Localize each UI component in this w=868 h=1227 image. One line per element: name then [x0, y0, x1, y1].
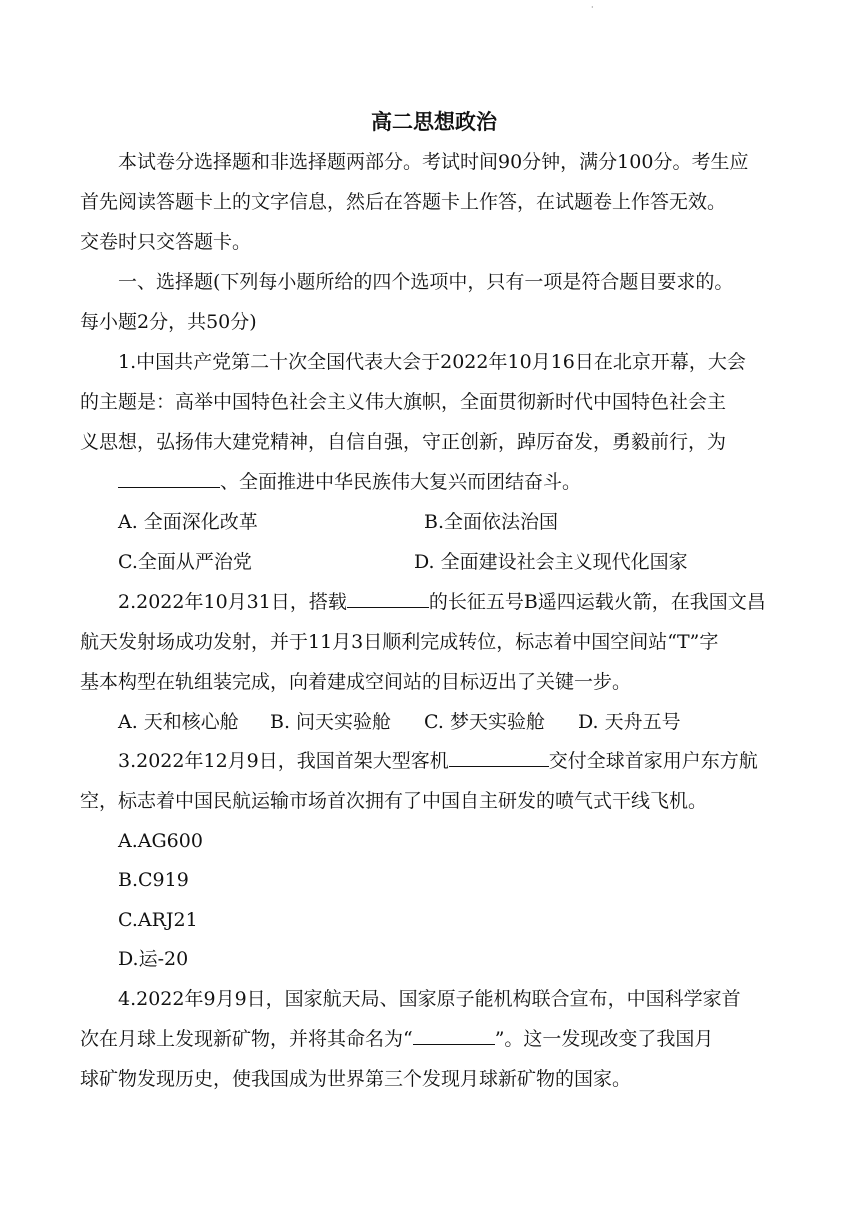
q1-option-c: C.全面从严治党 [118, 551, 252, 573]
section-heading-line-1: 一、选择题(下列每小题所给的四个选项中，只有一项是符合题目要求的。 [118, 271, 734, 293]
q4-line-2-after: ”。这一发现改变了我国月 [494, 1028, 714, 1050]
q1-option-d: D. 全面建设社会主义现代化国家 [414, 551, 688, 573]
q3-option-b: B.C919 [118, 869, 189, 891]
q3-line-1 [118, 747, 758, 775]
page-title: 高二思想政治 [371, 110, 497, 134]
q2-option-d: D. 天舟五号 [578, 711, 681, 733]
q2-line-1-after: 的长征五号B遥四运载火箭，在我国文昌 [428, 591, 766, 613]
q1-line-4-text: 、全面推进中华民族伟大复兴而团结奋斗。 [220, 471, 582, 493]
q3-line-2: 空，标志着中国民航运输市场首次拥有了中国自主研发的喷气式干线飞机。 [80, 790, 708, 812]
q3-line-1-before: 3.2022年12月9日，我国首架大型客机 [118, 750, 449, 772]
q2-line-1 [118, 588, 766, 616]
q2-answer-blank [347, 589, 429, 608]
q2-line-3: 基本构型在轨组装完成，向着建成空间站的目标迈出了关键一步。 [80, 671, 632, 693]
q1-line-1: 1.中国共产党第二十次全国代表大会于2022年10月16日在北京开幕，大会 [118, 351, 746, 373]
q3-option-a: A.AG600 [118, 830, 203, 852]
q1-line-2: 的主题是：高举中国特色社会主义伟大旗帜，全面贯彻新时代中国特色社会主 [80, 391, 727, 413]
header-mark: · [591, 3, 594, 12]
q3-option-d: D.运-20 [118, 948, 189, 970]
q2-line-1-before: 2.2022年10月31日，搭载 [118, 591, 347, 613]
q3-line-1-after: 交付全球首家用户东方航 [548, 750, 758, 772]
q4-line-1: 4.2022年9月9日，国家航天局、国家原子能机构联合宣布，中国科学家首 [118, 988, 741, 1010]
q2-line-2: 航天发射场成功发射，并于11月3日顺利完成转位，标志着中国空间站“T”字 [80, 631, 719, 653]
q1-line-4 [118, 468, 581, 496]
q4-line-3: 球矿物发现历史，使我国成为世界第三个发现月球新矿物的国家。 [80, 1068, 632, 1090]
q4-answer-blank [413, 1026, 495, 1045]
q4-line-2 [80, 1025, 713, 1053]
q4-line-2-before: 次在月球上发现新矿物，并将其命名为“ [80, 1028, 413, 1050]
q1-line-3: 义思想，弘扬伟大建党精神，自信自强，守正创新，踔厉奋发，勇毅前行，为 [80, 431, 727, 453]
q2-option-c: C. 梦天实验舱 [424, 711, 545, 733]
intro-line-2: 首先阅读答题卡上的文字信息，然后在答题卡上作答，在试题卷上作答无效。 [80, 191, 727, 213]
q3-answer-blank [449, 748, 549, 767]
section-heading-line-2: 每小题2分，共50分) [80, 311, 257, 333]
q1-option-a: A. 全面深化改革 [118, 511, 258, 533]
q2-option-a: A. 天和核心舱 [118, 711, 239, 733]
intro-line-1: 本试卷分选择题和非选择题两部分。考试时间90分钟，满分100分。考生应 [118, 151, 749, 173]
intro-line-3: 交卷时只交答题卡。 [80, 231, 252, 253]
q2-option-b: B. 问天实验舱 [270, 711, 392, 733]
q1-answer-blank [118, 469, 220, 488]
q1-option-b: B.全面依法治国 [424, 511, 559, 533]
q3-option-c: C.ARJ21 [118, 909, 198, 931]
